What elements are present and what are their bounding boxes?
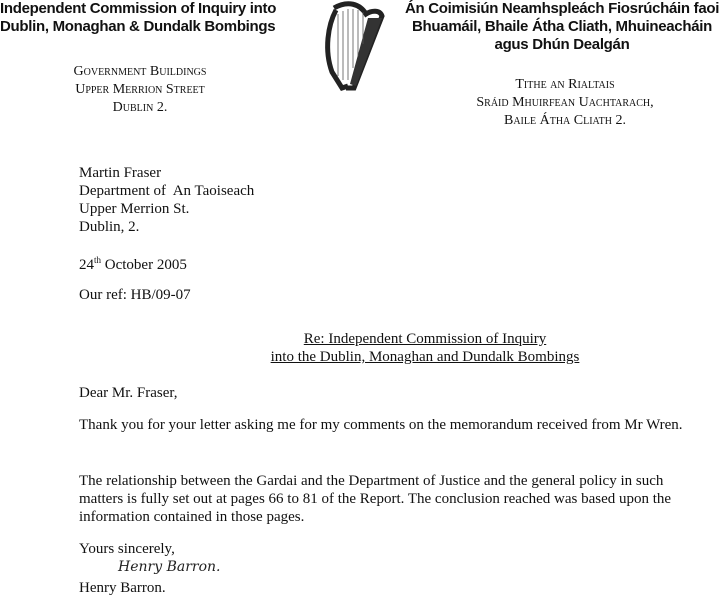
subject-line-2: into the Dublin, Monaghan and Dundalk Bombings bbox=[270, 349, 580, 365]
recipient-address bbox=[79, 164, 254, 236]
english-address-line-3: Dublin 2. bbox=[112, 100, 168, 115]
subject-line bbox=[190, 330, 660, 366]
irish-letterhead-title bbox=[405, 0, 719, 54]
paragraph-2: The relationship between the Gardai and the Department of Justice and the general policy in such matters is fully set out at pages 66 to 81 of the Report. The conclusion reached was based upon the information contained in those pages. bbox=[79, 473, 672, 525]
irish-address-line-2: Sráid Mhuirfean Uachtarach, bbox=[476, 95, 654, 110]
irish-address-line-1: Tithe an Rialtais bbox=[515, 77, 615, 92]
english-address bbox=[20, 63, 260, 117]
date-day: 24 bbox=[79, 257, 94, 273]
closing: Yours sincerely, bbox=[79, 541, 175, 557]
irish-title-line-2: Bhuamáil, Bhaile Átha Cliath, Mhuineacháin bbox=[412, 18, 712, 35]
english-title-line-2: Dublin, Monaghan & Dundalk Bombings bbox=[0, 18, 276, 35]
irish-title-line-1: Án Coimisiún Neamhspleách Fiosrúcháin faoi bbox=[405, 0, 719, 17]
subject-line-1: Re: Independent Commission of Inquiry bbox=[303, 331, 547, 347]
recipient-department: Department of An Taoiseach bbox=[79, 183, 255, 199]
irish-address bbox=[420, 76, 710, 130]
harp-icon bbox=[318, 0, 388, 92]
recipient-street: Upper Merrion St. bbox=[79, 201, 190, 217]
reference-number: Our ref: HB/09-07 bbox=[79, 287, 191, 303]
paragraph-1: Thank you for your letter asking me for my comments on the memorandum received from Mr Wren. bbox=[79, 417, 683, 433]
recipient-city: Dublin, 2. bbox=[79, 219, 140, 235]
irish-title-line-3: agus Dhún Dealgán bbox=[494, 36, 630, 53]
date-suffix: th bbox=[94, 255, 102, 265]
english-address-line-2: Upper Merrion Street bbox=[75, 82, 205, 97]
signatory-name: Henry Barron. bbox=[79, 580, 166, 596]
recipient-name: Martin Fraser bbox=[79, 165, 162, 181]
date-rest: October 2005 bbox=[101, 257, 187, 273]
letter-date bbox=[79, 256, 187, 274]
handwritten-signature: Henry Barron. bbox=[118, 559, 221, 575]
salutation: Dear Mr. Fraser, bbox=[79, 385, 178, 401]
english-letterhead-title bbox=[0, 0, 295, 36]
english-title-line-1: Independent Commission of Inquiry into bbox=[0, 0, 277, 17]
irish-address-line-3: Baile Átha Cliath 2. bbox=[504, 113, 626, 128]
english-address-line-1: Government Buildings bbox=[73, 64, 207, 79]
